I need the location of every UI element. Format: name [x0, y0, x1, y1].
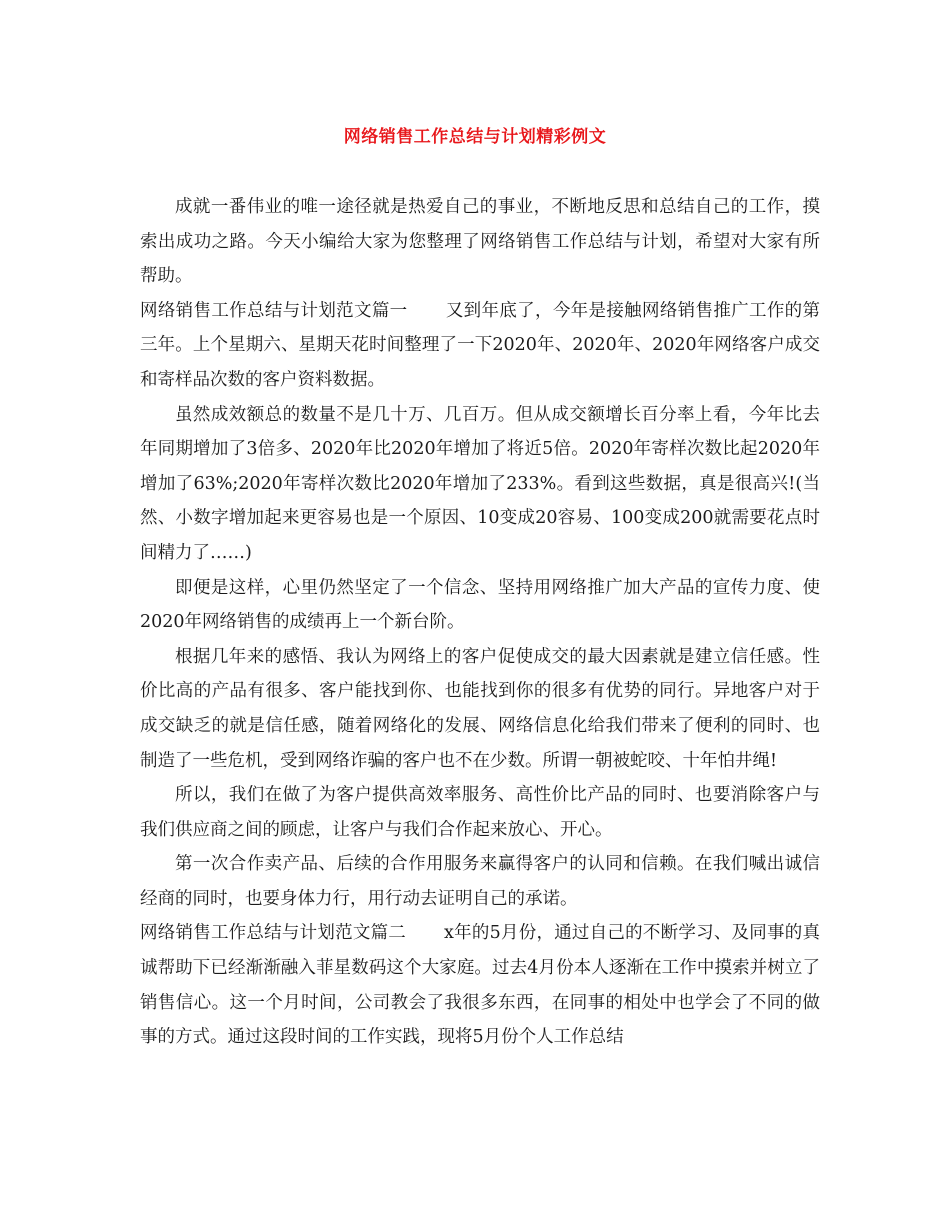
paragraph-integrity: 第一次合作卖产品、后续的合作用服务来赢得客户的认同和信赖。在我们喊出诚信经商的同时，也要身体力行，用行动去证明自己的承诺。: [140, 854, 820, 909]
section-two-text: x年的5月份，通过自己的不断学习、及同事的真诚帮助下已经渐渐融入菲星数码这个大家庭。过去4月份本人逐渐在工作中摸索并树立了销售信心。这一个月时间，公司教会了我很多东西，在同事的相处中也学会了不同的做事的方式。通过这段时间的工作实践，现将5月份个人工作总结: [140, 923, 820, 1048]
section-two-heading: 网络销售工作总结与计划范文篇二: [140, 923, 407, 944]
section-one-heading: 网络销售工作总结与计划范文篇一: [140, 300, 408, 321]
document-body: [140, 190, 820, 1055]
section-two-paragraph: [140, 916, 820, 1054]
intro-paragraph: 成就一番伟业的唯一途径就是热爱自己的事业，不断地反思和总结自己的工作，摸索出成功之路。今天小编给大家为您整理了网络销售工作总结与计划，希望对大家有所帮助。: [140, 197, 820, 287]
paragraph-belief: 即便是这样，心里仍然坚定了一个信念、坚持用网络推广加大产品的宣传力度、使2020年网络销售的成绩再上一个新台阶。: [140, 577, 820, 633]
section-one-paragraph: [140, 294, 820, 398]
paragraph-growth-data: 虽然成效额总的数量不是几十万、几百万。但从成交额增长百分率上看，今年比去年同期增加了3倍多、2020年比2020年增加了将近5倍。2020年寄样次数比起2020年增加了63%;2020年寄样次数比2020年增加了233%。看到这些数据，真是很高兴!(当然、小数字增加起来更容易也是一个原因、10变成20容易、100变成200就需要花点时间精力了……): [140, 404, 820, 563]
document-title: 网络销售工作总结与计划精彩例文: [343, 127, 607, 147]
section-one-text: 又到年底了，今年是接触网络销售推广工作的第三年。上个星期六、星期天花时间整理了一下2020年、2020年、2020年网络客户成交和寄样品次数的客户资料数据。: [140, 300, 820, 390]
paragraph-trust: 根据几年来的感悟、我认为网络上的客户促使成交的最大因素就是建立信任感。性价比高的产品有很多、客户能找到你、也能找到你的很多有优势的同行。异地客户对于成交缺乏的就是信任感，随着网络化的发展、网络信息化给我们带来了便利的同时、也制造了一些危机，受到网络诈骗的客户也不在少数。所谓一朝被蛇咬、十年怕井绳!: [140, 646, 820, 771]
paragraph-service: 所以，我们在做了为客户提供高效率服务、高性价比产品的同时、也要消除客户与我们供应商之间的顾虑，让客户与我们合作起来放心、开心。: [140, 785, 820, 840]
